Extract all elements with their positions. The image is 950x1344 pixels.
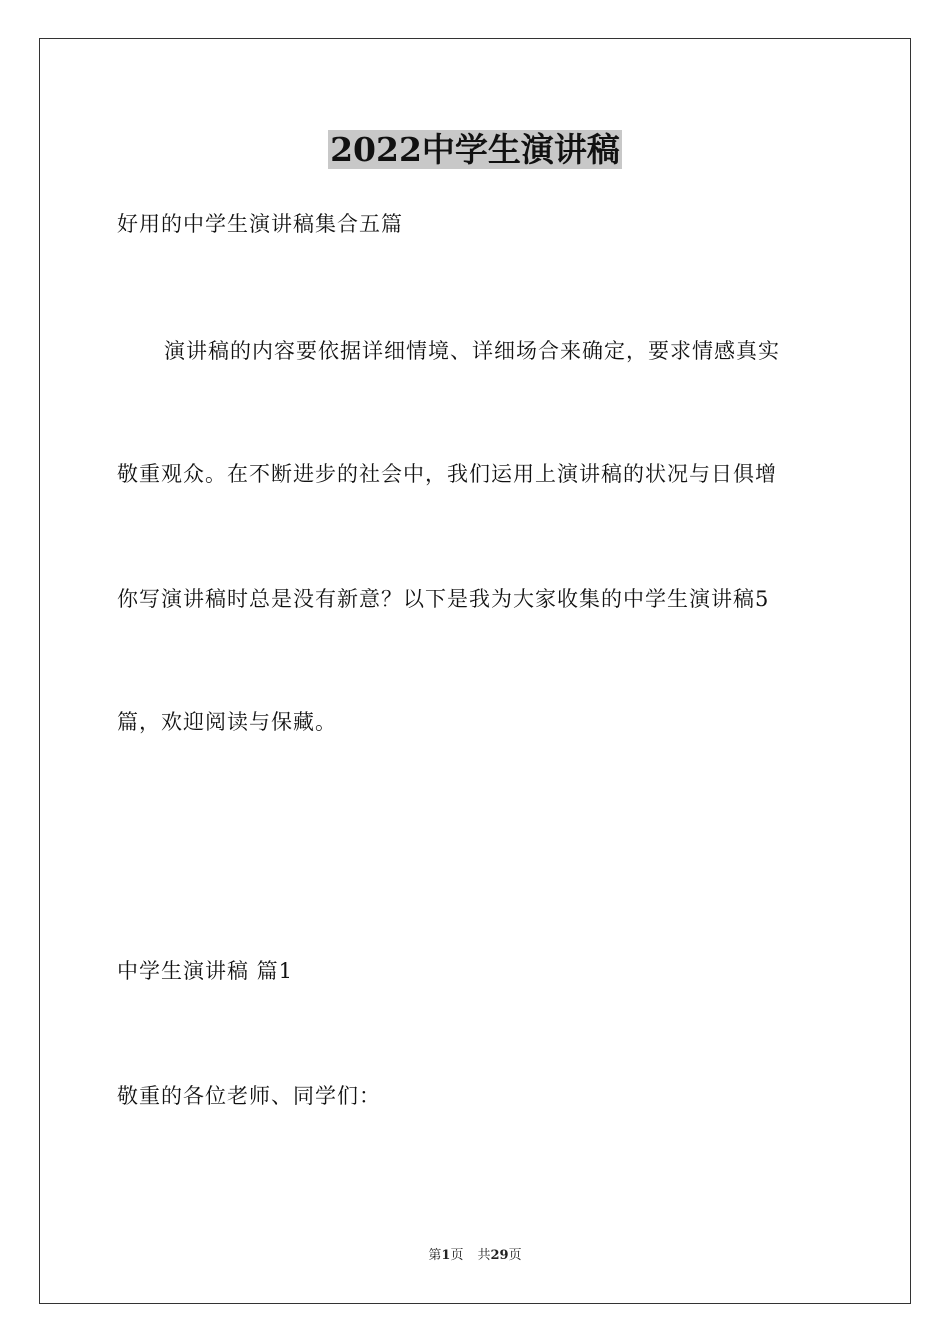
section-heading: 中学生演讲稿 篇1 — [117, 959, 294, 983]
greeting-line: 敬重的各位老师、同学们： — [117, 1084, 381, 1108]
page-footer — [0, 1247, 950, 1265]
paragraph-line-1: 演讲稿的内容要依据详细情境、详细场合来确定，要求情感真实 — [164, 339, 780, 363]
paragraph-line-4: 篇，欢迎阅读与保藏。 — [117, 710, 337, 734]
page-prefix: 第 — [428, 1248, 442, 1263]
document-title — [0, 128, 950, 172]
paragraph-line-2: 敬重观众。在不断进步的社会中，我们运用上演讲稿的状况与日俱增 — [117, 462, 777, 486]
document-title-text: 2022中学生演讲稿 — [330, 130, 620, 169]
page-suffix: 页 — [450, 1248, 464, 1263]
document-subtitle: 好用的中学生演讲稿集合五篇 — [117, 212, 403, 236]
total-suffix: 页 — [508, 1248, 522, 1263]
total-prefix: 共 — [477, 1248, 491, 1263]
paragraph-line-3: 你写演讲稿时总是没有新意？以下是我为大家收集的中学生演讲稿5 — [117, 587, 770, 611]
page-number: 1 — [441, 1248, 451, 1263]
total-pages: 29 — [490, 1248, 509, 1263]
